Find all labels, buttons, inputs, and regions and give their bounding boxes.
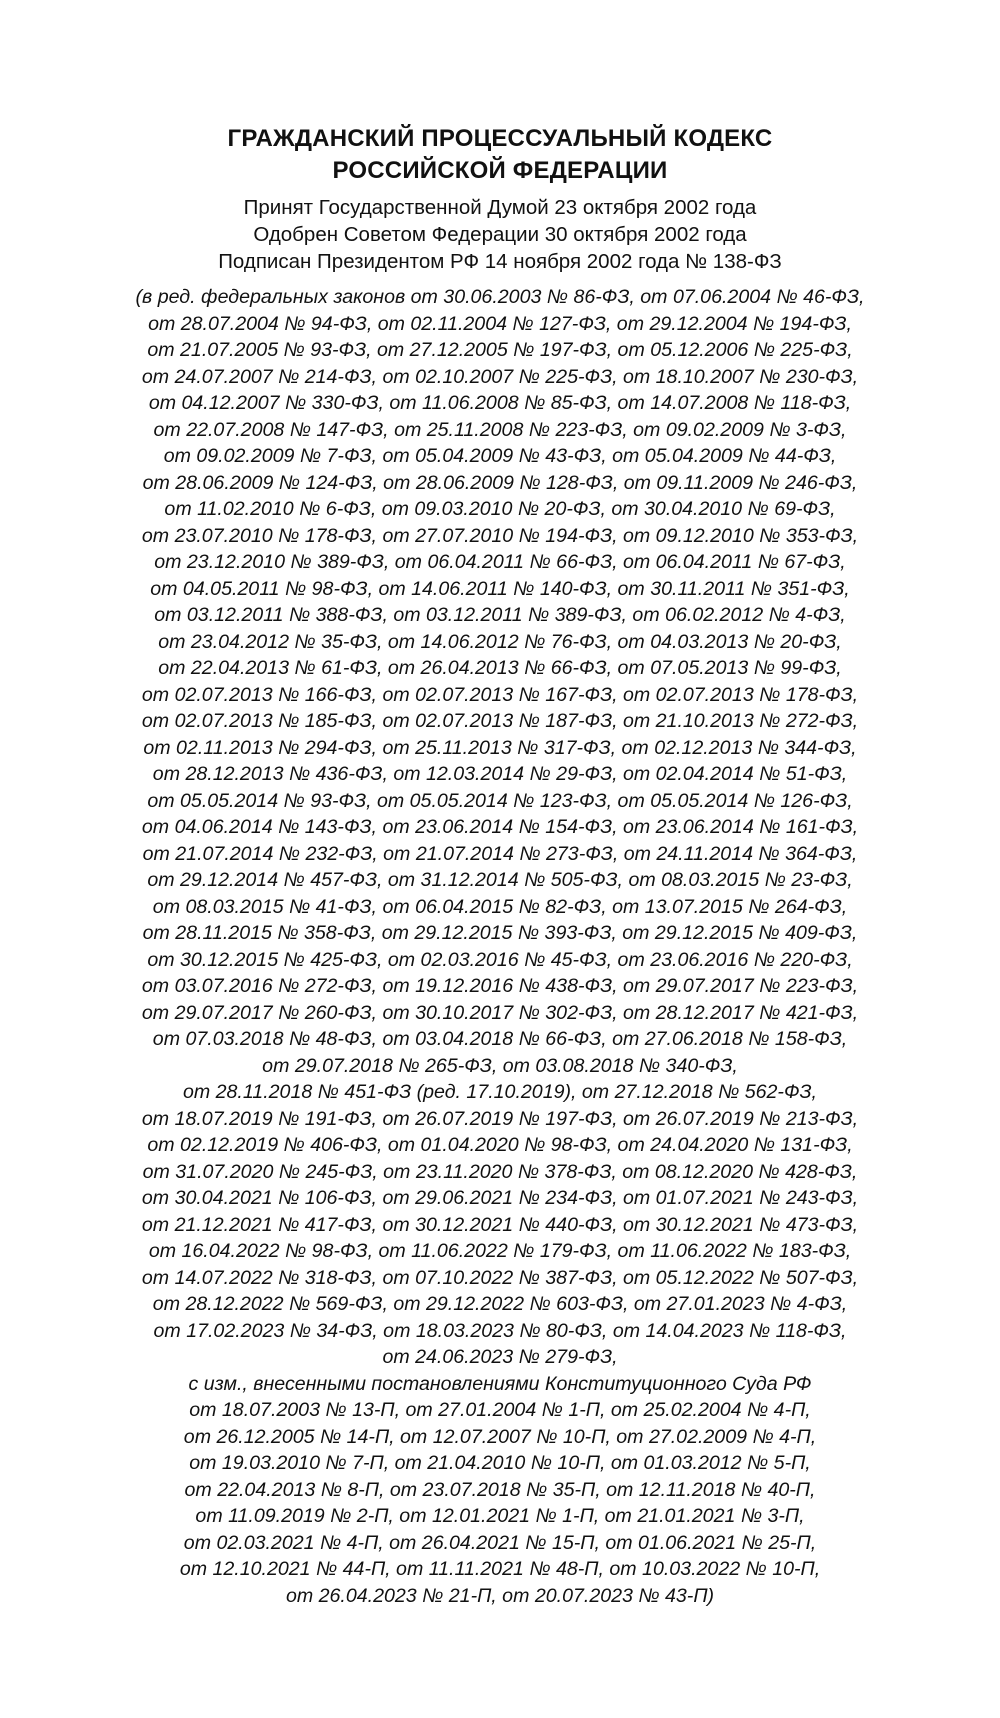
amendment-line: от 28.12.2013 № 436-ФЗ, от 12.03.2014 № 29-ФЗ, от 02.04.2014 № 51-ФЗ, xyxy=(152,763,848,785)
amendment-line: от 04.12.2007 № 330-ФЗ, от 11.06.2008 № 85-ФЗ, от 14.07.2008 № 118-ФЗ, xyxy=(148,392,852,414)
amendment-line: от 28.12.2022 № 569-ФЗ, от 29.12.2022 № 603-ФЗ, от 27.01.2023 № 4-ФЗ, xyxy=(152,1293,848,1315)
amendment-line: от 11.02.2010 № 6-ФЗ, от 09.03.2010 № 20-ФЗ, от 30.04.2010 № 69-ФЗ, xyxy=(164,498,836,520)
amendment-line: от 08.03.2015 № 41-ФЗ, от 06.04.2015 № 82-ФЗ, от 13.07.2015 № 264-ФЗ, xyxy=(152,895,848,918)
amendments-block xyxy=(0,284,1000,1609)
amendment-line: от 18.07.2019 № 191-ФЗ, от 26.07.2019 № 197-ФЗ, от 26.07.2019 № 213-ФЗ, xyxy=(141,1107,859,1130)
amendment-line: от 23.04.2012 № 35-ФЗ, от 14.06.2012 № 76-ФЗ, от 04.03.2013 № 20-ФЗ, xyxy=(158,630,842,653)
amendment-line: от 22.04.2013 № 61-ФЗ, от 26.04.2013 № 66-ФЗ, от 07.05.2013 № 99-ФЗ, xyxy=(158,657,842,679)
amendment-line: (в ред. федеральных законов от 30.06.2003 № 86-ФЗ, от 07.06.2004 № 46-ФЗ, xyxy=(135,286,865,308)
amendment-line: от 05.05.2014 № 93-ФЗ, от 05.05.2014 № 123-ФЗ, от 05.05.2014 № 126-ФЗ, xyxy=(147,789,853,812)
adopted-line: Принят Государственной Думой 23 октября 2002 года xyxy=(243,196,757,219)
amendment-line: от 16.04.2022 № 98-ФЗ, от 11.06.2022 № 179-ФЗ, от 11.06.2022 № 183-ФЗ, xyxy=(148,1240,852,1262)
amendment-line: от 21.07.2014 № 232-ФЗ, от 21.07.2014 № 273-ФЗ, от 24.11.2014 № 364-ФЗ, xyxy=(142,842,858,865)
amendment-line: от 02.03.2021 № 4-П, от 26.04.2021 № 15-П, от 01.06.2021 № 25-П, xyxy=(183,1531,817,1554)
amendment-line: от 29.12.2014 № 457-ФЗ, от 31.12.2014 № 505-ФЗ, от 08.03.2015 № 23-ФЗ, xyxy=(147,869,853,891)
amendment-line: от 24.06.2023 № 279-ФЗ, xyxy=(382,1346,618,1368)
amendment-line: от 22.04.2013 № 8-П, от 23.07.2018 № 35-П, от 12.11.2018 № 40-П, xyxy=(184,1478,816,1501)
amendment-line: от 28.11.2015 № 358-ФЗ, от 29.12.2015 № 393-ФЗ, от 29.12.2015 № 409-ФЗ, xyxy=(142,922,858,944)
amendment-line: от 29.07.2017 № 260-ФЗ, от 30.10.2017 № 302-ФЗ, от 28.12.2017 № 421-ФЗ, xyxy=(141,1001,859,1024)
amendment-line: от 30.12.2015 № 425-ФЗ, от 02.03.2016 № 45-ФЗ, от 23.06.2016 № 220-ФЗ, xyxy=(147,948,853,971)
amendment-line: от 21.07.2005 № 93-ФЗ, от 27.12.2005 № 197-ФЗ, от 05.12.2006 № 225-ФЗ, xyxy=(147,339,853,361)
amendment-line: от 04.06.2014 № 143-ФЗ, от 23.06.2014 № 154-ФЗ, от 23.06.2014 № 161-ФЗ, xyxy=(141,816,859,838)
amendment-line: от 18.07.2003 № 13-П, от 27.01.2004 № 1-П, от 25.02.2004 № 4-П, xyxy=(189,1399,811,1421)
amendment-line: от 03.12.2011 № 388-ФЗ, от 03.12.2011 № 389-ФЗ, от 06.02.2012 № 4-ФЗ, xyxy=(154,604,846,626)
amendment-line: от 22.07.2008 № 147-ФЗ, от 25.11.2008 № 223-ФЗ, от 09.02.2009 № 3-ФЗ, xyxy=(153,418,847,441)
adoption-info xyxy=(0,194,1000,275)
amendment-line: от 19.03.2010 № 7-П, от 21.04.2010 № 10-П, от 01.03.2012 № 5-П, xyxy=(189,1452,811,1474)
amendment-line: от 23.07.2010 № 178-ФЗ, от 27.07.2010 № 194-ФЗ, от 09.12.2010 № 353-ФЗ, xyxy=(141,524,859,547)
amendment-line: от 28.11.2018 № 451-ФЗ (ред. 17.10.2019), от 27.12.2018 № 562-ФЗ, xyxy=(182,1081,818,1103)
amendment-line: от 02.07.2013 № 166-ФЗ, от 02.07.2013 № 167-ФЗ, от 02.07.2013 № 178-ФЗ, xyxy=(141,683,859,706)
amendment-line: от 29.07.2018 № 265-ФЗ, от 03.08.2018 № 340-ФЗ, xyxy=(262,1054,738,1077)
amendment-line: от 04.05.2011 № 98-ФЗ, от 14.06.2011 № 140-ФЗ, от 30.11.2011 № 351-ФЗ, xyxy=(150,577,850,600)
amendment-line: от 11.09.2019 № 2-П, от 12.01.2021 № 1-П, от 21.01.2021 № 3-П, xyxy=(195,1505,805,1527)
amendment-line: от 14.07.2022 № 318-ФЗ, от 07.10.2022 № 387-ФЗ, от 05.12.2022 № 507-ФЗ, xyxy=(141,1266,859,1289)
amendment-line: от 03.07.2016 № 272-ФЗ, от 19.12.2016 № 438-ФЗ, от 29.07.2017 № 223-ФЗ, xyxy=(141,975,859,997)
amendment-line: от 23.12.2010 № 389-ФЗ, от 06.04.2011 № 66-ФЗ, от 06.04.2011 № 67-ФЗ, xyxy=(154,551,846,573)
amendment-line: от 26.04.2023 № 21-П, от 20.07.2023 № 43-П) xyxy=(285,1584,715,1607)
amendment-line: от 02.07.2013 № 185-ФЗ, от 02.07.2013 № 187-ФЗ, от 21.10.2013 № 272-ФЗ, xyxy=(141,710,859,732)
document-title-line2: РОССИЙСКОЙ ФЕДЕРАЦИИ xyxy=(332,157,668,184)
amendment-line: от 02.12.2019 № 406-ФЗ, от 01.04.2020 № 98-ФЗ, от 24.04.2020 № 131-ФЗ, xyxy=(147,1134,853,1156)
amendment-line: от 02.11.2013 № 294-ФЗ, от 25.11.2013 № 317-ФЗ, от 02.12.2013 № 344-ФЗ, xyxy=(143,736,857,759)
amendment-line: от 28.07.2004 № 94-ФЗ, от 02.11.2004 № 127-ФЗ, от 29.12.2004 № 194-ФЗ, xyxy=(148,312,852,335)
amendment-line: от 24.07.2007 № 214-ФЗ, от 02.10.2007 № 225-ФЗ, от 18.10.2007 № 230-ФЗ, xyxy=(141,365,859,388)
amendment-line: от 17.02.2023 № 34-ФЗ, от 18.03.2023 № 80-ФЗ, от 14.04.2023 № 118-ФЗ, xyxy=(153,1319,847,1342)
amendment-line: от 28.06.2009 № 124-ФЗ, от 28.06.2009 № 128-ФЗ, от 09.11.2009 № 246-ФЗ, xyxy=(142,471,858,494)
amendment-line: от 30.04.2021 № 106-ФЗ, от 29.06.2021 № 234-ФЗ, от 01.07.2021 № 243-ФЗ, xyxy=(141,1187,859,1209)
amendment-line: с изм., внесенными постановлениями Конституционного Суда РФ xyxy=(188,1372,812,1395)
amendment-line: от 07.03.2018 № 48-ФЗ, от 03.04.2018 № 66-ФЗ, от 27.06.2018 № 158-ФЗ, xyxy=(152,1028,848,1050)
amendment-line: от 12.10.2021 № 44-П, от 11.11.2021 № 48-П, от 10.03.2022 № 10-П, xyxy=(179,1558,821,1580)
signed-line: Подписан Президентом РФ 14 ноября 2002 года № 138-ФЗ xyxy=(218,250,782,273)
amendment-line: от 26.12.2005 № 14-П, от 12.07.2007 № 10-П, от 27.02.2009 № 4-П, xyxy=(183,1425,817,1448)
approved-line: Одобрен Советом Федерации 30 октября 2002 года xyxy=(253,223,747,246)
amendment-line: от 21.12.2021 № 417-ФЗ, от 30.12.2021 № 440-ФЗ, от 30.12.2021 № 473-ФЗ, xyxy=(141,1213,859,1236)
document-title-line1: ГРАЖДАНСКИЙ ПРОЦЕССУАЛЬНЫЙ КОДЕКС xyxy=(227,125,773,152)
amendment-line: от 09.02.2009 № 7-ФЗ, от 05.04.2009 № 43-ФЗ, от 05.04.2009 № 44-ФЗ, xyxy=(163,445,837,467)
amendment-line: от 31.07.2020 № 245-ФЗ, от 23.11.2020 № 378-ФЗ, от 08.12.2020 № 428-ФЗ, xyxy=(142,1160,858,1183)
